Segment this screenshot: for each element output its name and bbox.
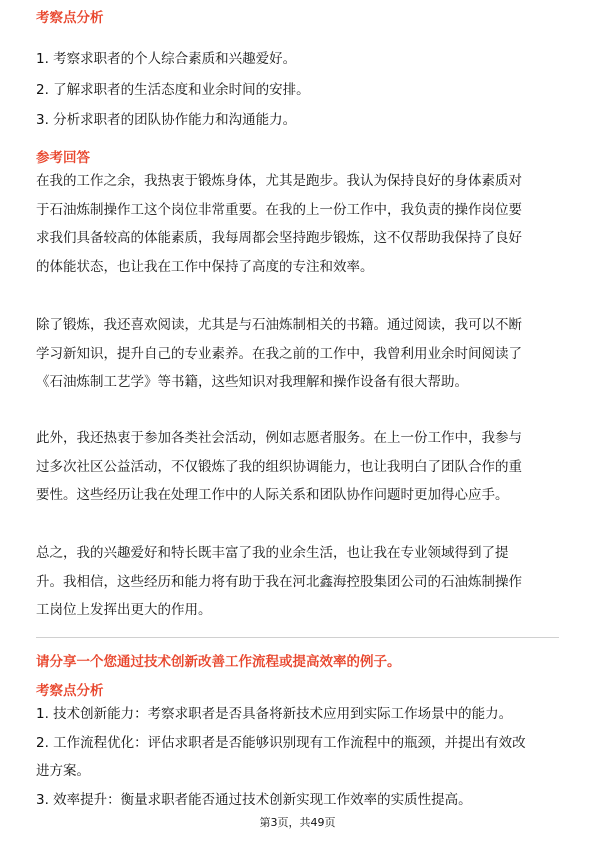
answer-paragraph bbox=[36, 311, 559, 397]
paragraph-line: 工岗位上发挥出更大的作用。 bbox=[36, 602, 212, 618]
section-divider bbox=[36, 637, 559, 638]
paragraph-line: 此外，我还热衷于参加各类社会活动，例如志愿者服务。在上一份工作中，我参与 bbox=[36, 430, 522, 446]
paragraph-line: 升。我相信，这些经历和能力将有助于我在河北鑫海控股集团公司的石油炼制操作 bbox=[36, 573, 522, 590]
analysis-item: 进方案。 bbox=[36, 763, 90, 779]
question-heading: 请分享一个您通过技术创新改善工作流程或提高效率的例子。 bbox=[36, 654, 401, 670]
paragraph-line: 于石油炼制操作工这个岗位非常重要。在我的上一份工作中，我负责的操作岗位要 bbox=[36, 201, 522, 218]
paragraph-line: 过多次社区公益活动，不仅锻炼了我的组织协调能力，也让我明白了团队合作的重 bbox=[36, 458, 522, 475]
paragraph-line: 求我们具备较高的体能素质，我每周都会坚持跑步锻炼，这不仅帮助我保持了良好 bbox=[36, 230, 522, 246]
analysis-item: 3. 分析求职者的团队协作能力和沟通能力。 bbox=[36, 112, 297, 128]
analysis-item: 2. 了解求职者的生活态度和业余时间的安排。 bbox=[36, 82, 310, 98]
paragraph-line: 总之，我的兴趣爱好和特长既丰富了我的业余生活，也让我在专业领域得到了提 bbox=[36, 545, 509, 561]
answer-heading: 参考回答 bbox=[36, 150, 90, 166]
analysis-item: 3. 效率提升：衡量求职者能否通过技术创新实现工作效率的实质性提高。 bbox=[36, 792, 472, 808]
paragraph-line: 学习新知识，提升自己的专业素养。在我之前的工作中，我曾利用业余时间阅读了 bbox=[36, 345, 522, 362]
paragraph-line: 除了锻炼，我还喜欢阅读，尤其是与石油炼制相关的书籍。通过阅读，我可以不断 bbox=[36, 317, 522, 333]
answer-paragraph bbox=[36, 167, 559, 281]
analysis-heading: 考察点分析 bbox=[36, 683, 104, 699]
paragraph-line: 在我的工作之余，我热衷于锻炼身体，尤其是跑步。我认为保持良好的身体素质对 bbox=[36, 173, 522, 189]
analysis-item: 2. 工作流程优化：评估求职者是否能够识别现有工作流程中的瓶颈，并提出有效改 bbox=[36, 735, 526, 751]
paragraph-line: 《石油炼制工艺学》等书籍，这些知识对我理解和操作设备有很大帮助。 bbox=[36, 374, 468, 390]
paragraph-line: 的体能状态，也让我在工作中保持了高度的专注和效率。 bbox=[36, 258, 374, 275]
analysis-item: 1. 技术创新能力：考察求职者是否具备将新技术应用到实际工作场景中的能力。 bbox=[36, 706, 513, 722]
analysis-item: 1. 考察求职者的个人综合素质和兴趣爱好。 bbox=[36, 51, 297, 67]
paragraph-line: 要性。这些经历让我在处理工作中的人际关系和团队协作问题时更加得心应手。 bbox=[36, 487, 509, 503]
answer-paragraph bbox=[36, 424, 559, 510]
analysis-heading: 考察点分析 bbox=[36, 10, 104, 26]
answer-paragraph bbox=[36, 539, 559, 625]
page-number: 第3页，共49页 bbox=[259, 816, 336, 829]
